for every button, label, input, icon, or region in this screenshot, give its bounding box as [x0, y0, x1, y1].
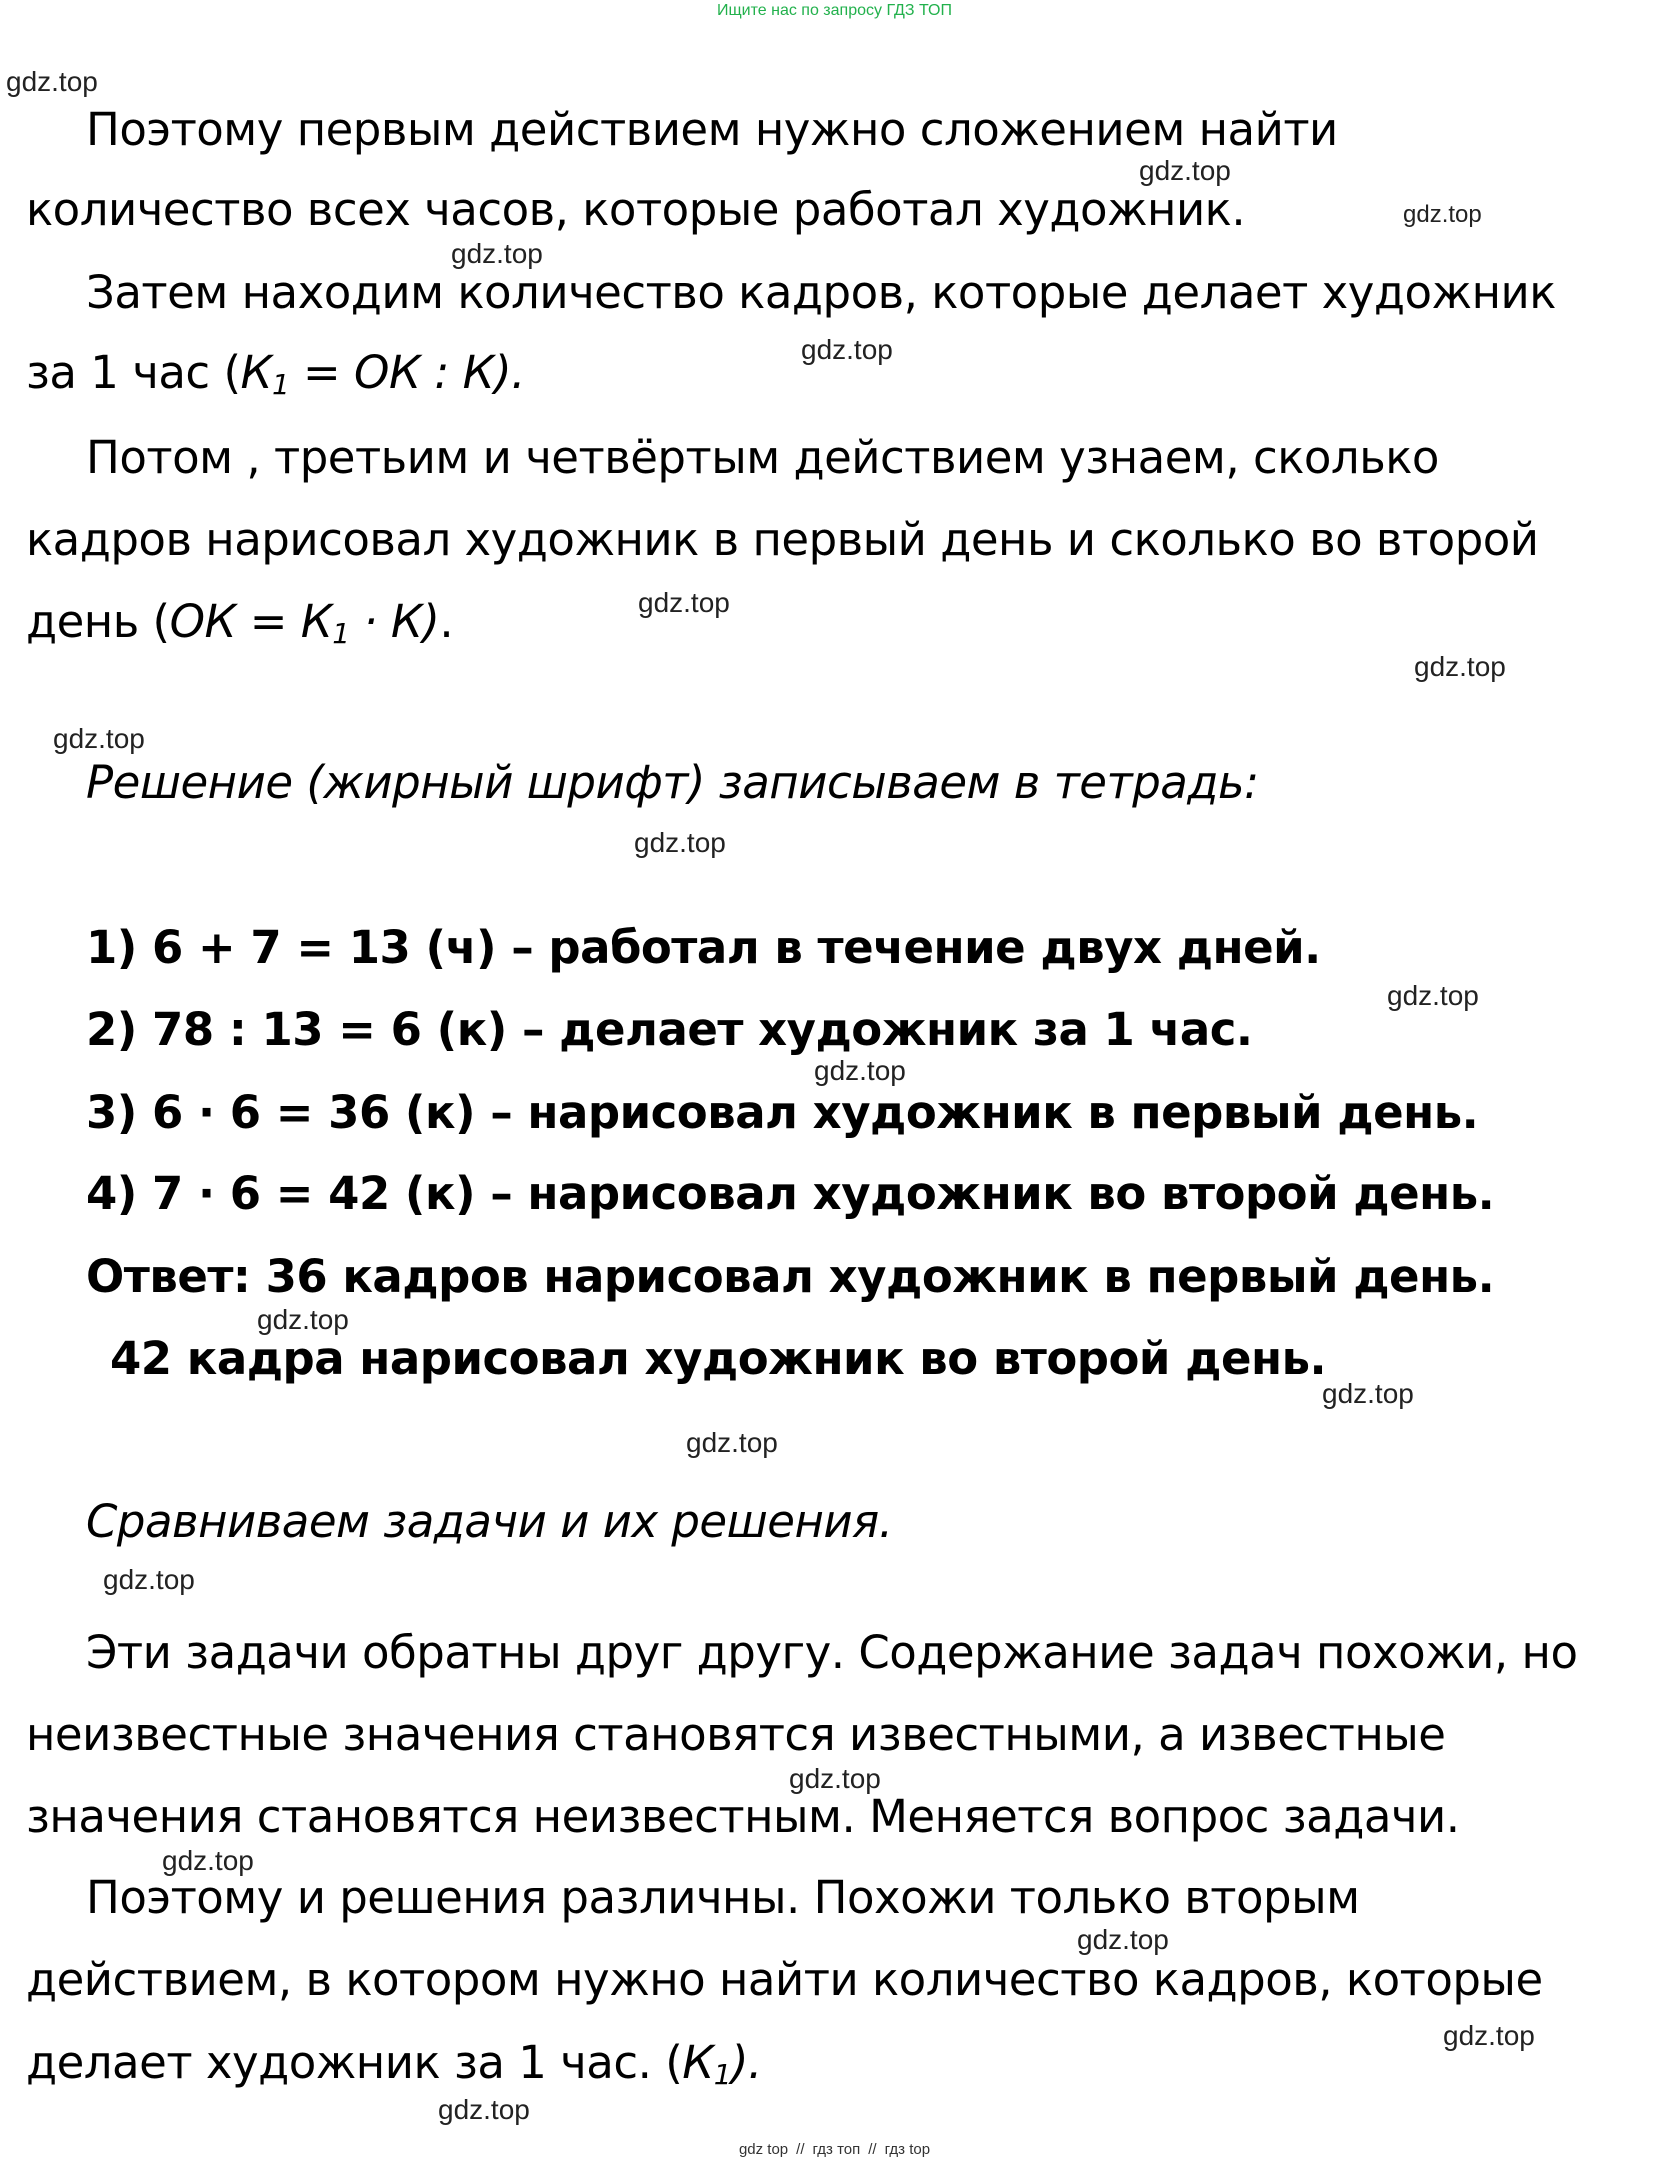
- watermark: gdz.top: [1322, 1378, 1414, 1409]
- paragraph3-line1: Потом , третьим и четвёртым действием узнаем, сколько: [86, 431, 1439, 484]
- solution-step: 1) 6 + 7 = 13 (ч) – работал в течение двух дней.: [86, 921, 1321, 974]
- footer-separator: //: [868, 2141, 877, 2158]
- watermark: gdz.top: [6, 66, 98, 97]
- watermark: gdz.top: [686, 1427, 778, 1458]
- watermark: gdz.top: [801, 334, 893, 365]
- watermark: gdz.top: [1387, 980, 1479, 1011]
- footer-item: гдз top: [884, 2141, 931, 2158]
- paragraph3-line2: кадров нарисовал художник в первый день и сколько во второй: [26, 513, 1539, 566]
- formula-k1-ok-k: $К_1$ = ОК : К).: [240, 346, 525, 402]
- watermark: gdz.top: [1403, 201, 1482, 228]
- top-banner: Ищите нас по запросу ГДЗ ТОП: [717, 2, 952, 19]
- solution-heading: Решение (жирный шрифт) записываем в тетрадь:: [86, 756, 1259, 809]
- watermark: gdz.top: [814, 1055, 906, 1086]
- paragraph5-line1: Поэтому и решения различны. Похожи только вторым: [86, 1871, 1360, 1924]
- solution-step: 3) 6 · 6 = 36 (к) – нарисовал художник в первый день.: [86, 1086, 1479, 1139]
- footer-separator: //: [796, 2141, 805, 2158]
- paragraph4-line2: неизвестные значения становятся известными, а известные: [26, 1708, 1446, 1761]
- formula-k1: $К_1$: [682, 2036, 731, 2092]
- paragraph1-line1: Поэтому первым действием нужно сложением найти: [86, 103, 1338, 156]
- watermark: gdz.top: [634, 827, 726, 858]
- watermark: gdz.top: [1414, 651, 1506, 682]
- footer: [0, 2140, 1669, 2160]
- solution-step: 4) 7 · 6 = 42 (к) – нарисовал художник во второй день.: [86, 1167, 1495, 1220]
- answer-line1: Ответ: 36 кадров нарисовал художник в первый день.: [86, 1250, 1495, 1303]
- paragraph2-line1: Затем находим количество кадров, которые делает художник: [86, 266, 1556, 319]
- footer-item: gdz top: [738, 2141, 789, 2158]
- watermark: gdz.top: [789, 1763, 881, 1794]
- watermark: gdz.top: [162, 1845, 254, 1876]
- watermark: gdz.top: [53, 723, 145, 754]
- footer-item: гдз топ: [812, 2141, 861, 2158]
- paragraph2-line2-prefix: за 1 час (: [26, 346, 241, 399]
- watermark: gdz.top: [451, 238, 543, 269]
- watermark: gdz.top: [438, 2094, 530, 2125]
- watermark: gdz.top: [638, 587, 730, 618]
- answer-line2: 42 кадра нарисовал художник во второй день.: [110, 1332, 1327, 1385]
- paragraph1-line2: количество всех часов, которые работал художник.: [26, 183, 1246, 236]
- paragraph5-line3: делает художник за 1 час. $(К_1)$.: [26, 2036, 762, 2092]
- watermark: gdz.top: [103, 1564, 195, 1595]
- watermark: gdz.top: [1139, 155, 1231, 186]
- paragraph3-line3: день $(ОК = К_1 \cdot К)$.: [26, 595, 454, 651]
- watermark: gdz.top: [1077, 1924, 1169, 1955]
- formula-ok-k1-k: ОК = $К_1 \cdot К$): [169, 595, 440, 651]
- solution-step: 2) 78 : 13 = 6 (к) – делает художник за 1 час.: [86, 1003, 1253, 1056]
- paragraph2-line2: [26, 343, 525, 403]
- watermark: gdz.top: [257, 1304, 349, 1335]
- compare-heading: Сравниваем задачи и их решения.: [86, 1495, 893, 1548]
- paragraph5-line2: действием, в котором нужно найти количество кадров, которые: [26, 1953, 1543, 2006]
- paragraph4-line1: Эти задачи обратны друг другу. Содержание задач похожи, но: [86, 1626, 1578, 1679]
- paragraph4-line3: значения становятся неизвестным. Меняется вопрос задачи.: [26, 1790, 1460, 1843]
- watermark: gdz.top: [1443, 2020, 1535, 2051]
